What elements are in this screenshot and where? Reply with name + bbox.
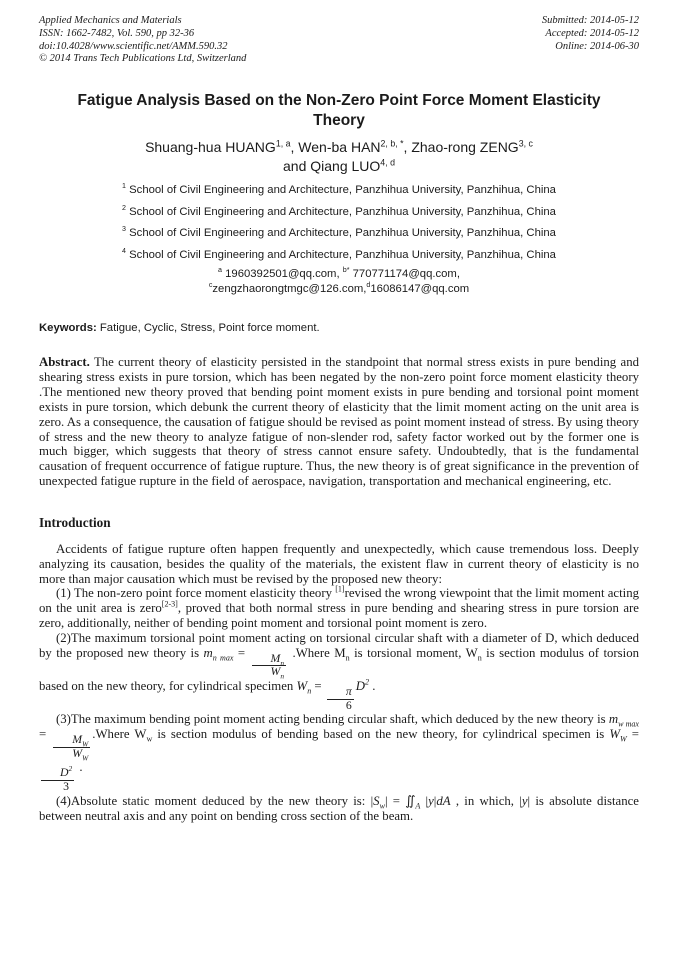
journal-doi: doi:10.4028/www.scientific.net/AMM.590.32: [39, 40, 228, 52]
submission-dates: [542, 15, 639, 53]
abstract-paragraph: Abstract. The current theory of elasticity persisted in the standpoint that normal stress exists in pure bending and shearing stress exists in pure torsion, which has been negated by the non-zero point force moment elasticity theory .The mentioned new theory proved that bending point moment exists in pure bending and torsional point moment exists in pure torsion, which debunk the current theory of elasticity that the limit moment acting on the unit area is zero. As a consequence, the causation of fatigue should be revised as point moment instead of stress. By using theory of stress and the new theory to analyze fatigue of non-slender rod, safety factor worked out by the former one is much bigger, which suggests that theory of stress cannot ensure safety. Undoubtedly, that is the fundamental causation of frequent occurrence of fatigue rupture. Thus, the new theory is of great significance in the prevention of unexpected fatigue rupture in the field of aerospace, navigation, transportation and mechanical engineering, etc.: [39, 355, 639, 489]
numbered-item-1: (1) The non-zero point force moment elasticity theory [1]revised the wrong viewpoint that the limit moment acting on the unit area is zero[2-3], proved that both normal stress in pure bending and shearing stress in pure torsion are zero, additionally, neither of bending point moment and torsional point moment is zero.: [39, 585, 639, 631]
authors-block: [39, 138, 639, 174]
numbered-item-2: (2)The maximum torsional point moment acting on torsional circular shaft with a diameter of D, which deduced by the proposed new theory is $m_{n max}$ = $\frac{M_n}{W_n}$ .Where $M_n$ is torsional moment, $W_n$ is section modulus of torsion based on the new theory, for cylindrical specimen $W_n$ = $\frac{\pi}{6}$ $D^2$ .: [39, 631, 640, 712]
affiliation-2: $^2$ School of Civil Engineering and Architecture, Panzhihua University, Panzhihua, China: [122, 204, 556, 218]
emails-line-2: $^c$zengzhaorongtmgc@126.com,$^d$16086147@qq.com: [208, 281, 470, 296]
numbered-item-3: (3)The maximum bending point moment acting bending circular shaft, which deduced by the new theory is $m_{w max}$ = $\frac{M_W}{W_W}$ .Where $W_w$ is section modulus of bending based on the new theory, for cylindrical specimen is $W_W$ = $\frac{D^2}{3}$ .: [39, 712, 639, 794]
journal-copyright: © 2014 Trans Tech Publications Ltd, Switzerland: [39, 53, 247, 65]
date-online: Online: 2014-06-30: [555, 40, 639, 52]
journal-info: [39, 15, 246, 66]
affiliation-1: $^1$ School of Civil Engineering and Architecture, Panzhihua University, Panzhihua, China: [122, 182, 556, 197]
date-submitted: Submitted: 2014-05-12: [541, 15, 639, 26]
keywords-line: [39, 322, 639, 334]
affiliation-3: $^3$ School of Civil Engineering and Architecture, Panzhihua University, Panzhihua, China: [122, 225, 556, 240]
keywords-text: Fatigue, Cyclic, Stress, Point force moment.: [96, 322, 320, 335]
date-accepted: Accepted: 2014-05-12: [545, 27, 639, 39]
emails-block: [39, 267, 639, 298]
numbered-item-4: (4)Absolute static moment deduced by the new theory is: $|S_w|$ = $∬_A$ |y|dA , in which, |y| is absolute distance between neutral axis and any point on bending cross section of the beam.: [39, 793, 639, 823]
affiliations-block: [39, 184, 639, 261]
affiliation-4: $^4$ School of Civil Engineering and Architecture, Panzhihua University, Panzhihua, China: [122, 247, 556, 261]
emails-line-1: $^a$ 1960392501@qq.com, $^{b*}$ 770771174@qq.com,: [218, 266, 460, 280]
section-heading-introduction: Introduction: [39, 514, 111, 530]
journal-name: Applied Mechanics and Materials: [39, 15, 182, 26]
keywords-label: Keywords:: [39, 322, 97, 335]
journal-header: [39, 15, 639, 66]
intro-paragraph: Accidents of fatigue rupture often happen frequently and unexpectedly, which cause tremendous loss. Deeply analyzing its causation, besides the quality of the materials, the existent flaw in current theory of elasticity is no more than major causation which must be revised by the proposed new theory:: [39, 541, 639, 586]
authors-line-2: and Qiang LUO$^{4, d}$: [283, 157, 395, 174]
journal-issn-volume: ISSN: 1662-7482, Vol. 590, pp 32-36: [39, 27, 195, 39]
authors-line-1: Shuang-hua HUANG$^{1, a}$, Wen-ba $HAN^{2, b, *}$, Zhao-rong ZENG$^{3, c}$: [145, 138, 533, 156]
paper-title: Fatigue Analysis Based on the Non-Zero Point Force Moment Elasticity Theory: [77, 92, 601, 130]
